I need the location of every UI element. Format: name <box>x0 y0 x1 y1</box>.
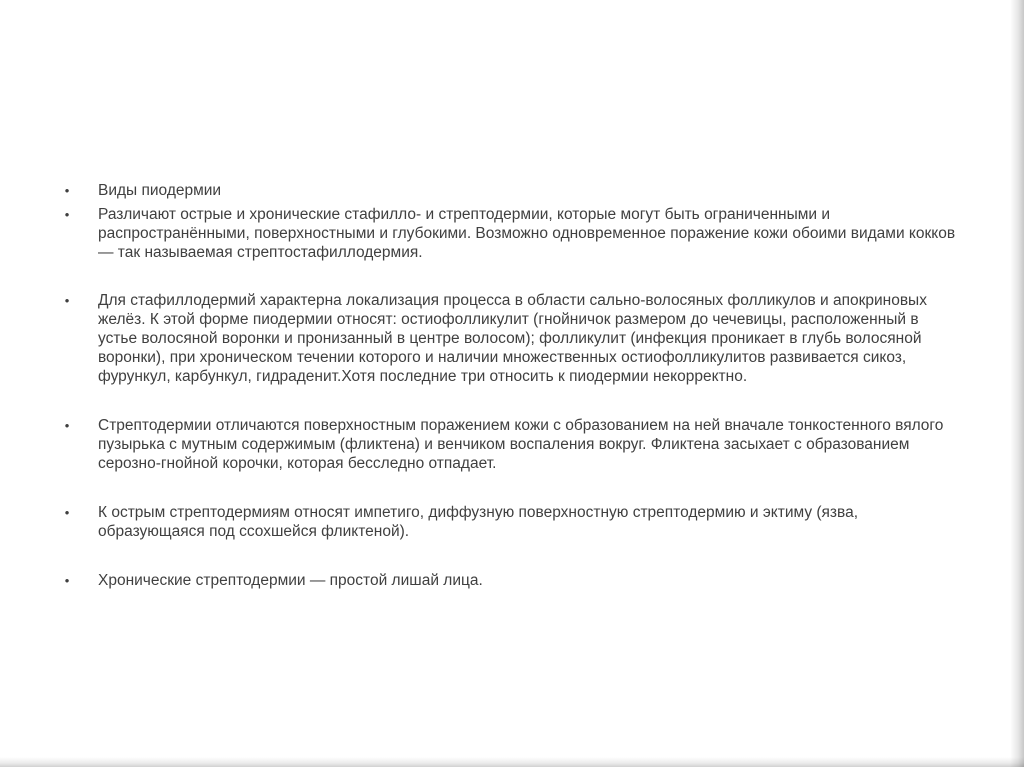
bullet-icon: • <box>64 573 70 588</box>
slide-content <box>62 181 962 590</box>
list-item-text: Для стафиллодермий характерна локализация процесса в области сально-волосяных фолликулов и апокриновых желёз. К этой форме пиодермии относят: остиофолликулит (гнойничок размером до чечевицы, расположенный в устье волосяной воронки и пронизанный в центре волосом); фолликулит (инфекция проникает в глубь волосяной воронки), при хроническом течении которого и наличии множественных остиофолликулитов развивается сикоз, фурункул, карбункул, гидраденит.Хотя последние три относить к пиодермии некорректно. <box>98 292 927 385</box>
bullet-icon: • <box>64 418 70 433</box>
bullet-icon: • <box>64 293 70 308</box>
list-item-staphyloderma <box>62 291 962 386</box>
page-edge-shadow-right <box>1010 0 1024 767</box>
list-item-title <box>62 181 962 200</box>
bullet-icon: • <box>64 505 70 520</box>
list-item-acute-streptoderma <box>62 503 962 541</box>
list-item-text: Виды пиодермии <box>98 182 222 199</box>
list-item-streptoderma <box>62 416 962 473</box>
list-item-types <box>62 205 962 262</box>
list-item-text: К острым стрептодермиям относят импетиго, диффузную поверхностную стрептодермию и эктиму (язва, образующаяся под ссохшейся фликтеной). <box>98 504 859 540</box>
bullet-icon: • <box>64 207 70 222</box>
bullet-list <box>62 181 962 590</box>
list-item-text: Различают острые и хронические стафилло- и стрептодермии, которые могут быть ограниченными и распространёнными, поверхностными и глубокими. Возможно одновременное поражение кожи обоими видами кокков — так называемая стрептостафиллодермия. <box>98 206 956 261</box>
list-item-chronic-streptoderma <box>62 571 962 590</box>
list-item-text: Стрептодермии отличаются поверхностным поражением кожи с образованием на ней вначале тонкостенного вялого пузырька с мутным содержимым (фликтена) и венчиком воспаления вокруг. Фликтена засыхает с образованием серозно-гнойной корочки, которая бесследно отпадает. <box>98 417 944 472</box>
page-edge-shadow-bottom <box>0 757 1024 767</box>
bullet-icon: • <box>64 183 70 198</box>
list-item-text: Хронические стрептодермии — простой лишай лица. <box>98 572 483 589</box>
